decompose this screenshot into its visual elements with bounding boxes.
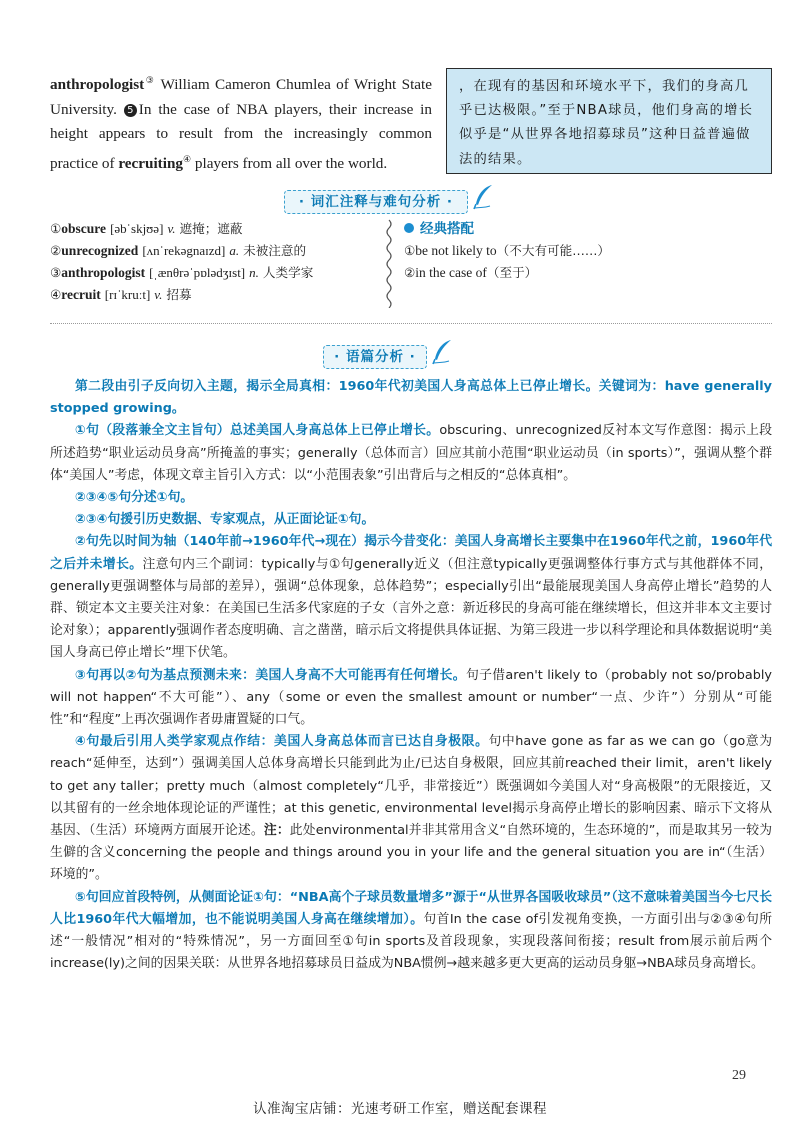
keyword-anthropologist: anthropologist <box>50 76 145 94</box>
discourse-analysis <box>50 376 772 975</box>
analysis-paragraph: ④句最后引用人类学家观点作结：美国人身高总体而言已达自身极限。句中have gone as far as we can go（go意为reach“延伸至，达到”）强调美国人总体身高增长只能到此为止/已达自身极限，回应其前reached their limit，aren't likely to get any taller；pretty much（almost completely“几乎，非常接近”）既强调如今美国人对“身高极限”的无限接近，又以其留有的一丝余地体现论证的严谨性；at this genetic, environmental level揭示身高停止增长的影响因素、暗示下文将从基因、（生活）环境两方面展开论述。注：此处environmental并非其常用含义“自然环境的，生态环境的”，而是取其另一较为生僻的含义concerning the people and things around you in your life and the general situation you are in“（生活）环境的”。 <box>50 734 773 883</box>
divider <box>50 323 772 324</box>
passage-text: players from all over the world. <box>191 154 388 172</box>
page-number: 29 <box>732 1068 746 1083</box>
translation-box: ，在现有的基因和环境水平下，我们的身高几乎已达极限。”至于NBA球员，他们身高的增长似乎是“从世界各地招募球员”这种日益普遍做法的结果。 <box>446 68 772 174</box>
english-passage <box>50 68 432 176</box>
collocation-title: 经典搭配 <box>404 218 764 240</box>
footnote-marker: ③ <box>144 75 156 85</box>
passage-text: In the case of NBA players, their increase in height appears to result from the increasingly common practice of <box>50 100 432 172</box>
collocation-item: ①be not likely to（不大有可能……） <box>404 243 611 258</box>
analysis-paragraph: ②③④⑤句分述①句。 <box>75 490 194 506</box>
vocab-list <box>50 218 380 306</box>
vocab-item: ①obscure [əbˈskjʊə] v. 遮掩；遮蔽 <box>50 221 243 236</box>
collocation-item: ②in the case of（至于） <box>404 265 538 280</box>
vocab-item: ③anthropologist [ˌænθrəˈpɒlədʒɪst] n. 人类学家 <box>50 265 314 280</box>
quill-icon <box>472 184 494 210</box>
footer-note: 认准淘宝店铺：光速考研工作室，赠送配套课程 <box>253 1101 547 1117</box>
analysis-paragraph: 第二段由引子反向切入主题，揭示全局真相：1960年代初美国人身高总体上已停止增长。关键词为：have generally stopped growing。 <box>50 379 772 417</box>
vocab-item: ②unrecognized [ʌnˈrekəgnaɪzd] a. 未被注意的 <box>50 243 307 258</box>
keyword-recruiting: recruiting <box>118 154 183 172</box>
section-header-analysis: · 语篇分析 · <box>323 345 427 369</box>
collocations <box>404 218 764 284</box>
bullet-icon <box>404 223 414 233</box>
analysis-paragraph: ①句（段落兼全文主旨句）总述美国人身高总体上已停止增长。obscuring、unrecognized反衬本文写作意图：揭示上段所述趋势“职业运动员身高”所掩盖的事实；generally（总体而言）回应其前小范围“职业运动员（in sports）”，强调从整个群体“美国人”考虑，体现文章主旨引入方式：以“小范围表象”引出背后与之相反的“总体真相”。 <box>50 423 772 483</box>
quill-icon <box>431 339 453 365</box>
footnote-marker: ④ <box>183 153 192 164</box>
analysis-paragraph: ③句再以②句为基点预测未来：美国人身高不大可能再有任何增长。句子借aren't likely to（probably not so/probably will not happen“不大可能”）、any（some or even the smallest amount or number“一点、少许”）分别从“可能性”和“程度”上再次强调作者毋庸置疑的口气。 <box>50 667 772 728</box>
analysis-paragraph: ②句先以时间为轴（140年前→1960年代→现在）揭示今昔变化：美国人身高增长主要集中在1960年代之前，1960年代之后并未增长。注意句内三个副词：typically与①句generally近义（但注意typically更强调整体行事方式与其他群体不同，generally更强调整体与局部的差异），强调“总体现象，总体趋势”；especially引出“最能展现美国人身高停止增长”趋势的人群、锁定本文主要关注对象：在美国已生活多代家庭的子女（言外之意：新近移民的身高可能在继续增长，但这并非本文主要讨论对象）；apparently强调作者态度明确、言之凿凿，暗示后文将提供具体证据、为第三段进一步以科学理论和具体数据说明“美国人身高已停止增长”埋下伏笔。 <box>50 534 773 661</box>
passage-text: William Cameron Chumlea of Wright State University. <box>50 76 432 118</box>
chain-divider-icon <box>382 218 396 308</box>
analysis-paragraph: ⑤句回应首段特例，从侧面论证①句：“NBA高个子球员数量增多”源于“从世界各国吸收球员”（这不意味着美国当今七尺长人比1960年代大幅增加，也不能说明美国人身高在继续增加）。句首In the case of引发视角变换，一方面引出与②③④句所述“一般情况”相对的“特殊情况”，另一方面回至①句in sports及首段现象，实现段落间衔接；result from展示前后两个increase(ly)之间的因果关联：从世界各地招募球员日益成为NBA惯例→越来越多更大更高的运动员身躯→NBA球员身高增长。 <box>50 889 773 972</box>
analysis-paragraph: ②③④句援引历史数据、专家观点，从正面论证①句。 <box>75 512 375 528</box>
sentence-number-badge: 5 <box>124 104 137 117</box>
vocab-item: ④recruit [rɪˈkruːt] v. 招募 <box>50 287 192 302</box>
section-header-vocab: · 词汇注释与难句分析 · <box>284 190 468 214</box>
